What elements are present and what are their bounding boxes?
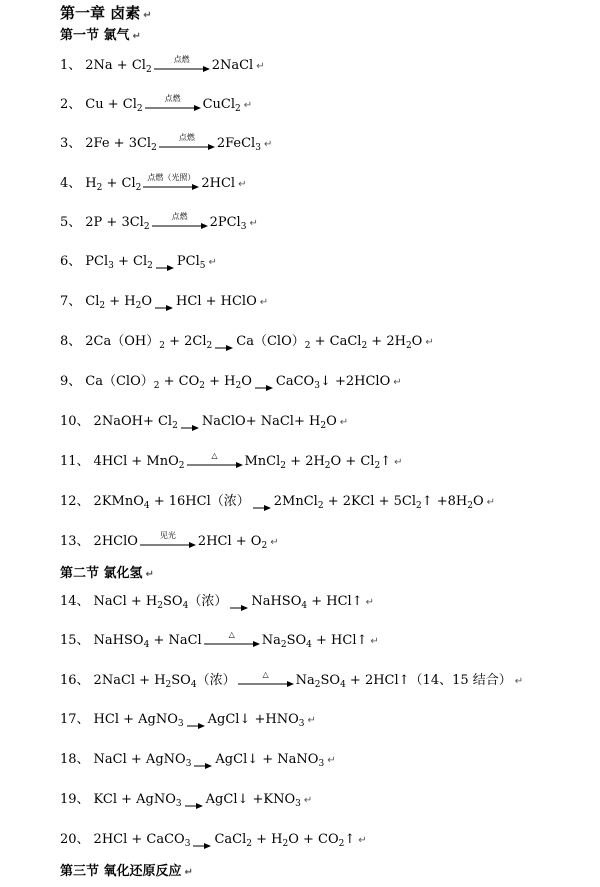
equation-number: 6、 — [60, 254, 82, 269]
formula-text: NaHSO — [251, 594, 302, 609]
formula-text: + CaCl — [310, 334, 362, 349]
paragraph-mark-icon: ↵ — [259, 297, 269, 308]
equation-number: 3、 — [60, 136, 82, 151]
formula-text: NaCl + H — [93, 594, 158, 609]
paragraph-mark-icon: ↵ — [143, 10, 152, 21]
equation-line — [60, 788, 312, 812]
formula-text: AgCl↓ +HNO — [207, 712, 299, 727]
formula-subscript: 2 — [153, 381, 160, 391]
formula-text: + 2H — [367, 334, 406, 349]
paragraph-mark-icon: ↵ — [327, 755, 336, 766]
equation-line — [60, 708, 316, 732]
formula-subscript: 2 — [246, 839, 252, 849]
reaction-condition: 点燃 — [178, 132, 195, 142]
paragraph-mark-icon: ↵ — [394, 457, 403, 468]
paragraph-mark-icon: ↵ — [339, 417, 349, 428]
formula-text: + Cl — [113, 254, 148, 269]
formula-text: ↑ +8H — [421, 494, 468, 509]
formula-subscript: 2 — [314, 680, 321, 690]
equation-line — [60, 54, 265, 78]
formula-subscript: 2 — [416, 501, 422, 511]
formula-text: CuCl — [202, 97, 236, 112]
formula-text: NaCl + AgNO — [93, 752, 186, 767]
formula-text: O + Cl — [330, 454, 375, 469]
formula-subscript: 4 — [306, 640, 312, 650]
equation-number: 11、 — [60, 454, 90, 469]
formula-text: MnCl — [244, 454, 281, 469]
formula-subscript: 2 — [338, 839, 345, 849]
formula-subscript: 2 — [304, 341, 311, 351]
formula-subscript: 2 — [235, 104, 241, 114]
formula-subscript: 4 — [301, 601, 308, 611]
formula-text: Ca（ClO） — [236, 334, 305, 349]
equation-number: 5、 — [60, 215, 82, 230]
paragraph-mark-icon: ↵ — [208, 257, 217, 268]
formula-subscript: 3 — [184, 839, 191, 849]
formula-text: Cl — [85, 294, 100, 309]
paragraph-mark-icon: ↵ — [303, 795, 313, 806]
formula-text: + 2HCl↑（14、15 结合） — [345, 673, 512, 688]
paragraph-mark-icon: ↵ — [145, 569, 154, 580]
formula-subscript: 2 — [151, 143, 157, 153]
formula-subscript: 3 — [318, 759, 325, 769]
reaction-arrow-icon — [187, 722, 205, 730]
reaction-arrow — [156, 257, 174, 267]
reaction-arrow-icon — [193, 842, 211, 850]
equation-line — [60, 211, 258, 235]
reaction-condition: 见光 — [159, 530, 176, 540]
formula-subscript: 2 — [374, 461, 381, 471]
formula-text: ↑ — [380, 454, 392, 469]
formula-subscript: 3 — [314, 381, 320, 391]
paragraph-mark-icon: ↵ — [238, 179, 247, 190]
paragraph-mark-icon: ↵ — [270, 537, 279, 548]
formula-subscript: 2 — [159, 341, 165, 351]
formula-text: 2HCl + CaCO — [93, 832, 185, 847]
formula-subscript: 3 — [298, 719, 305, 729]
equation-line — [60, 490, 495, 514]
reaction-arrow-icon — [156, 264, 174, 272]
equation-number: 7、 — [60, 294, 82, 309]
formula-text: 2HCl + O — [197, 534, 262, 549]
formula-subscript: 3 — [175, 799, 182, 809]
conditional-arrow — [140, 530, 196, 551]
reaction-arrow-icon — [194, 762, 212, 770]
formula-text: + HCl↑ — [307, 594, 363, 609]
equation-line — [60, 410, 348, 434]
reaction-condition: 点燃 — [164, 93, 181, 103]
formula-text: 2KMnO — [93, 494, 144, 509]
formula-subscript: 2 — [261, 541, 268, 551]
paragraph-mark-icon: ↵ — [132, 31, 141, 42]
formula-subscript: 2 — [405, 341, 412, 351]
paragraph-mark-icon: ↵ — [358, 835, 367, 846]
reaction-condition: 点燃 — [171, 211, 188, 221]
formula-text: + CO — [159, 374, 200, 389]
paragraph-mark-icon: ↵ — [365, 597, 374, 608]
reaction-arrow — [255, 377, 273, 387]
formula-text: + 2KCl + 5Cl — [323, 494, 416, 509]
formula-text: ↑ — [344, 832, 356, 847]
formula-text: 2HCl — [201, 176, 236, 191]
equation-number: 10、 — [60, 414, 90, 429]
formula-text: （浓） — [196, 673, 236, 688]
paragraph-mark-icon: ↵ — [263, 139, 273, 150]
equation-number: 1、 — [60, 58, 82, 73]
paragraph-mark-icon: ↵ — [486, 497, 496, 508]
equation-line — [60, 590, 374, 614]
reaction-arrow-icon — [185, 802, 203, 810]
reaction-arrow — [193, 835, 211, 845]
equation-number: 20、 — [60, 832, 90, 847]
formula-subscript: 2 — [317, 501, 324, 511]
formula-text: NaHSO — [93, 633, 144, 648]
formula-text: CaCl — [214, 832, 247, 847]
reaction-arrow — [185, 795, 203, 805]
formula-subscript: 2 — [135, 183, 142, 193]
formula-text: 2P + 3Cl — [85, 215, 144, 230]
formula-subscript: 2 — [324, 461, 331, 471]
formula-text: CaCO — [275, 374, 315, 389]
equation-line — [60, 172, 246, 196]
formula-text: 2HClO — [93, 534, 138, 549]
formula-subscript: 2 — [145, 65, 152, 75]
equation-line — [60, 748, 336, 772]
formula-text: 2Na + Cl — [85, 58, 146, 73]
equation-number: 13、 — [60, 534, 90, 549]
reaction-arrow-icon — [145, 104, 201, 112]
equation-number: 19、 — [60, 792, 90, 807]
formula-subscript: 2 — [143, 222, 150, 232]
formula-text: + 16HCl（浓） — [149, 494, 250, 509]
formula-text: 4HCl + MnO — [93, 454, 179, 469]
paragraph-mark-icon: ↵ — [184, 867, 193, 878]
formula-subscript: 2 — [361, 341, 368, 351]
reaction-arrow — [230, 597, 248, 607]
reaction-arrow-icon — [140, 541, 196, 549]
formula-text: HCl + HClO — [176, 294, 257, 309]
formula-text: 2NaCl — [211, 58, 254, 73]
paragraph-mark-icon: ↵ — [249, 218, 258, 229]
conditional-arrow — [152, 211, 208, 232]
reaction-arrow — [155, 297, 173, 307]
conditional-arrow — [238, 669, 294, 690]
formula-subscript: 4 — [182, 601, 189, 611]
equation-line — [60, 450, 402, 474]
formula-text: SO — [171, 673, 191, 688]
formula-subscript: 3 — [185, 759, 192, 769]
formula-text: Na — [261, 633, 281, 648]
formula-text: + NaCl — [149, 633, 202, 648]
equation-number: 15、 — [60, 633, 90, 648]
section-title-1: 第一节 氯气 ↵ — [60, 28, 141, 43]
equation-line — [60, 370, 402, 394]
formula-subscript: 3 — [295, 799, 301, 809]
reaction-condition: △ — [211, 450, 218, 460]
paragraph-mark-icon: ↵ — [307, 715, 316, 726]
formula-text: O — [141, 294, 153, 309]
conditional-arrow — [159, 132, 215, 153]
reaction-condition: 点燃 — [173, 54, 190, 64]
reaction-arrow-icon — [255, 384, 273, 392]
equation-line — [60, 629, 379, 653]
section-title-2: 第二节 氯化氢 ↵ — [60, 566, 154, 581]
reaction-arrow — [215, 337, 233, 347]
paragraph-mark-icon: ↵ — [256, 61, 265, 72]
reaction-arrow-icon — [181, 424, 199, 432]
formula-subscript: 2 — [165, 680, 172, 690]
formula-text: Ca（ClO） — [85, 374, 154, 389]
formula-subscript: 2 — [147, 261, 153, 271]
formula-subscript: 2 — [96, 183, 103, 193]
equation-number: 4、 — [60, 176, 82, 191]
reaction-condition: △ — [228, 629, 235, 639]
formula-subscript: 2 — [282, 839, 289, 849]
formula-text: SO — [286, 633, 307, 648]
formula-text: SO — [163, 594, 183, 609]
formula-subscript: 2 — [99, 301, 106, 311]
conditional-arrow — [145, 93, 201, 114]
formula-text: 2NaOH+ Cl — [93, 414, 173, 429]
equation-number: 9、 — [60, 374, 82, 389]
reaction-arrow-icon — [204, 640, 260, 648]
reaction-arrow-icon — [159, 143, 215, 151]
conditional-arrow — [154, 54, 210, 75]
equation-number: 14、 — [60, 594, 90, 609]
conditional-arrow — [187, 450, 243, 471]
reaction-condition: 点燃（光照） — [147, 172, 196, 182]
chapter-title: 第一章 卤素 ↵ — [60, 4, 152, 22]
formula-text: PCl — [85, 254, 109, 269]
formula-subscript: 4 — [143, 501, 150, 511]
reaction-arrow-icon — [187, 461, 243, 469]
formula-subscript: 2 — [172, 421, 178, 431]
reaction-arrow-icon — [154, 65, 210, 73]
reaction-arrow-icon — [155, 304, 173, 312]
paragraph-mark-icon: ↵ — [393, 377, 402, 388]
reaction-condition: △ — [262, 669, 269, 679]
formula-text: + 2Cl — [164, 334, 207, 349]
paragraph-mark-icon: ↵ — [425, 337, 434, 348]
formula-subscript: 2 — [157, 601, 164, 611]
formula-subscript: 5 — [199, 261, 206, 271]
formula-subscript: 3 — [255, 143, 261, 153]
reaction-arrow-icon — [152, 222, 208, 230]
formula-text: O — [326, 414, 337, 429]
formula-text: SO — [320, 673, 341, 688]
equation-number: 17、 — [60, 712, 90, 727]
formula-subscript: 2 — [467, 501, 473, 511]
formula-text: O — [241, 374, 252, 389]
formula-text: + H — [204, 374, 236, 389]
formula-text: O — [473, 494, 484, 509]
formula-subscript: 2 — [199, 381, 205, 391]
formula-text: AgCl↓ +KNO — [205, 792, 296, 807]
equation-line — [60, 290, 268, 314]
formula-text: + HCl↑ — [311, 633, 368, 648]
formula-text: + 2H — [286, 454, 325, 469]
reaction-arrow-icon — [238, 680, 294, 688]
formula-subscript: 2 — [320, 421, 327, 431]
equation-line — [60, 530, 279, 554]
formula-text: KCl + AgNO — [93, 792, 176, 807]
equation-number: 16、 — [60, 673, 90, 688]
formula-text: （浓） — [188, 594, 228, 609]
reaction-arrow-icon — [230, 604, 248, 612]
formula-text: Na — [295, 673, 315, 688]
formula-subscript: 2 — [178, 461, 185, 471]
formula-text: + H — [105, 294, 136, 309]
section-title-3: 第三节 氧化还原反应 ↵ — [60, 864, 193, 879]
formula-subscript: 4 — [190, 680, 197, 690]
formula-text: 2FeCl — [216, 136, 256, 151]
formula-text: NaClO+ NaCl+ H — [201, 414, 321, 429]
equation-line — [60, 828, 367, 852]
formula-text: O — [411, 334, 423, 349]
reaction-arrow — [181, 417, 199, 427]
equation-number: 18、 — [60, 752, 90, 767]
formula-text: HCl + AgNO — [93, 712, 178, 727]
formula-subscript: 2 — [136, 104, 143, 114]
formula-text: H — [85, 176, 97, 191]
formula-subscript: 3 — [108, 261, 114, 271]
formula-text: 2PCl — [209, 215, 241, 230]
reaction-arrow-icon — [143, 183, 199, 191]
formula-text: O + CO — [288, 832, 339, 847]
reaction-arrow-icon — [253, 504, 271, 512]
formula-subscript: 2 — [280, 461, 287, 471]
paragraph-mark-icon: ↵ — [514, 676, 524, 687]
formula-subscript: 3 — [240, 222, 247, 232]
formula-subscript: 4 — [340, 680, 346, 690]
formula-text: AgCl↓ + NaNO — [215, 752, 319, 767]
formula-subscript: 2 — [135, 301, 142, 311]
formula-subscript: 2 — [206, 341, 213, 351]
formula-text: ↓ +2HClO — [319, 374, 391, 389]
reaction-arrow — [194, 755, 212, 765]
equation-line — [60, 132, 272, 156]
formula-text: 2NaCl + H — [93, 673, 166, 688]
conditional-arrow — [204, 629, 260, 650]
formula-text: + H — [252, 832, 283, 847]
reaction-arrow — [253, 497, 271, 507]
paragraph-mark-icon: ↵ — [243, 100, 253, 111]
formula-text: Cu + Cl — [85, 97, 137, 112]
formula-text: PCl — [176, 254, 200, 269]
equation-line — [60, 669, 523, 693]
formula-text: 2Ca（OH） — [85, 334, 160, 349]
reaction-arrow-icon — [215, 344, 233, 352]
equation-line — [60, 250, 217, 274]
formula-subscript: 4 — [143, 640, 150, 650]
equation-line — [60, 93, 252, 117]
paragraph-mark-icon: ↵ — [370, 636, 379, 647]
formula-text: 2Fe + 3Cl — [85, 136, 152, 151]
equation-line — [60, 330, 434, 354]
formula-subscript: 2 — [280, 640, 287, 650]
equation-number: 12、 — [60, 494, 90, 509]
formula-subscript: 3 — [177, 719, 184, 729]
equation-number: 2、 — [60, 97, 82, 112]
formula-text: 2MnCl — [273, 494, 318, 509]
conditional-arrow — [143, 172, 199, 193]
equation-number: 8、 — [60, 334, 82, 349]
reaction-arrow — [187, 715, 205, 725]
formula-subscript: 2 — [235, 381, 242, 391]
formula-text: + Cl — [102, 176, 136, 191]
